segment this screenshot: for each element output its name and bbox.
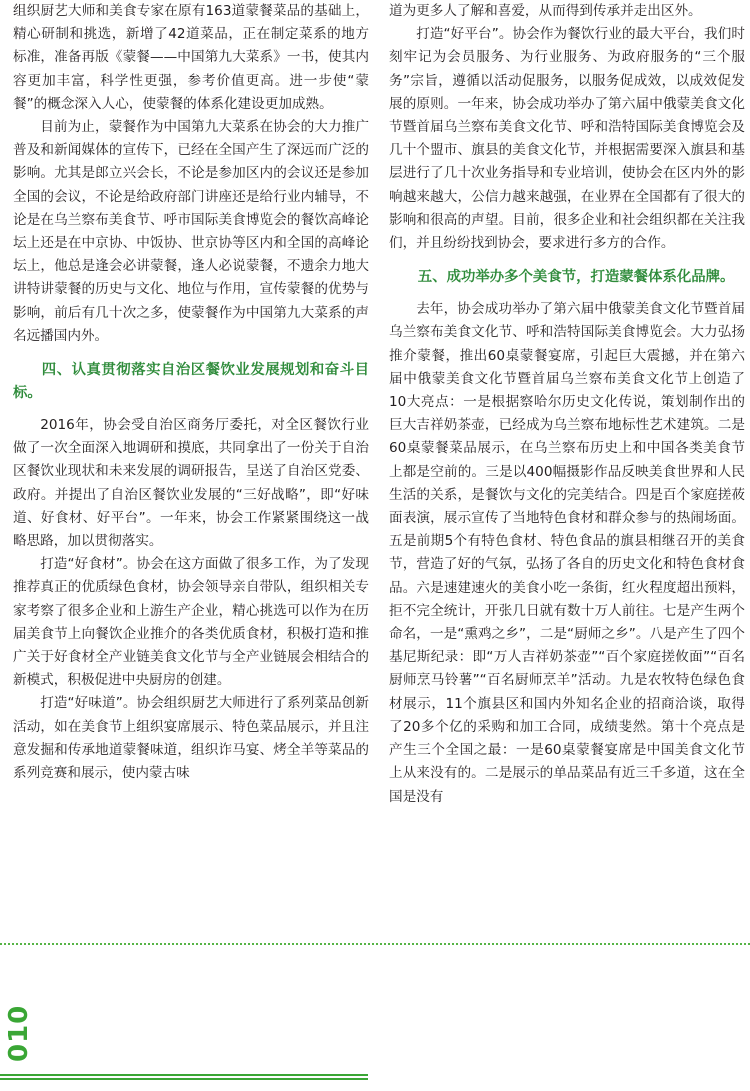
section-heading-5: 五、成功举办多个美食节，打造蒙餐体系化品牌。 (417, 268, 735, 286)
body-paragraph: 组织厨艺大师和美食专家在原有163道蒙餐菜品的基础上，精心研制和挑选，新增了42道菜品，正在制定菜系的地方标准，准备再版《蒙餐——中国第九大菜系》一书，使其内容更加丰富，科学性更强，参考价值更高。进一步使“蒙餐”的概念深入人心，使蒙餐的体系化建设更加成熟。 (13, 3, 369, 112)
body-paragraph: 道为更多人了解和喜爱，从而得到传承并走出区外。 (389, 3, 702, 19)
footer-rule-line (0, 1074, 368, 1076)
footer-rule-line (0, 1078, 368, 1080)
body-paragraph: 打造“好味道”。协会组织厨艺大师进行了系列菜品创新活动，如在美食节上组织宴席展示、特色菜品展示，并且注意发掘和传承地道蒙餐味道，组织诈马宴、烤全羊等菜品的系列竞赛和展示，使内蒙古味 (13, 695, 369, 782)
footer-rule (0, 1074, 368, 1080)
page-number: 010 (4, 1004, 34, 1062)
body-paragraph: 打造“好平台”。协会作为餐饮行业的最大平台，我们时刻牢记为会员服务、为行业服务、为政府服务的“三个服务”宗旨，遵循以活动促服务，以服务促成效，以成效促发展的原则。一年来，协会成功举办了第六届中俄蒙美食文化节暨首届乌兰察布美食文化节、呼和浩特国际美食博览会及几十个盟市、旗县的美食文化节，并根据需要深入旗县和基层进行了几十次业务指导和专业培训，使协会在区内外的影响越来越大，公信力越来越强，在业界在全国都有了很大的影响和很高的声望。目前，很多企业和社会组织都在关注我们，并且纷纷找到协会，要求进行多方的合作。 (389, 26, 745, 252)
body-paragraph: 2016年，协会受自治区商务厅委托，对全区餐饮行业做了一次全面深入地调研和摸底，共同拿出了一份关于自治区餐饮业现状和未来发展的调研报告，呈送了自治区党委、政府。并提出了自治区餐饮业发展的“三好战略”，即“好味道、好食材、好平台”。一年来，协会工作紧紧围绕这一战略思路，加以贯彻落实。 (13, 417, 369, 550)
section-heading-4: 四、认真贯彻落实自治区餐饮业发展规划和奋斗目标。 (13, 361, 369, 402)
body-paragraph: 打造“好食材”。协会在这方面做了很多工作，为了发现推荐真正的优质绿色食材，协会领导亲自带队，组织相关专家考察了很多企业和上游生产企业，精心挑选可以作为在历届美食节上向餐饮企业推介的各类优质食材，积极打造和推广关于好食材全产业链美食文化节与全产业链展会相结合的新模式，积极促进中央厨房的创建。 (13, 556, 369, 689)
body-paragraph: 去年，协会成功举办了第六届中俄蒙美食文化节暨首届乌兰察布美食文化节、呼和浩特国际美食博览会。大力弘扬推介蒙餐，推出60桌蒙餐宴席，引起巨大震撼，并在第六届中俄蒙美食文化节暨首届乌兰察布美食文化节上创造了10大亮点：一是根据察哈尔历史文化传说，策划制作出的巨大吉祥奶茶壶，已经成为乌兰察布地标性艺术建筑。二是60桌蒙餐菜品展示，在乌兰察布历史上和中国各类美食节上都是空前的。三是以400幅摄影作品反映美食世界和人民生活的关系，是餐饮与文化的完美结合。四是百个家庭搓莜面表演，展示宣传了当地特色食材和群众参与的热闹场面。五是前期5个有特色食材、特色食品的旗县相继召开的美食节，营造了好的气氛，弘扬了各自的历史文化和特色食材食品。六是速建速火的美食小吃一条街，红火程度超出预料，拒不完全统计，开张几日就有数十万人前往。七是产生两个命名，一是“熏鸡之乡”，二是“厨师之乡”。八是产生了四个基尼斯纪录：即“万人吉祥奶茶壶”“百个家庭搓攸面”“百名厨师烹马铃薯”“百名厨师烹羊”活动。九是农牧特色绿色食材展示，11个旗县区和国内外知名企业的招商洽谈，取得了20多个亿的采购和加工合同，成绩斐然。第十个亮点是产生三个全国之最：一是60桌蒙餐宴席是中国美食文化节上从来没有的。二是展示的单品菜品有近三千多道，这在全国是没有 (389, 301, 745, 805)
left-column (13, 0, 369, 785)
body-paragraph: 目前为止，蒙餐作为中国第九大菜系在协会的大力推广普及和新闻媒体的宣传下，已经在全国产生了深远而广泛的影响。尤其是郎立兴会长，不论是参加区内的会议还是参加全国的会议，不论是给政府部门讲座还是给行业内辅导，不论是在乌兰察布美食节、呼市国际美食博览会的餐饮高峰论坛上还是在中京协、中饭协、世京协等区内和全国的高峰论坛上，他总是逢会必讲蒙餐，逢人必说蒙餐，不遗余力地大讲特讲蒙餐的历史与文化、地位与作用，宣传蒙餐的优势与影响，前后有几十次之多，使蒙餐作为中国第九大菜系的声名远播国内外。 (13, 119, 369, 344)
dotted-divider (0, 943, 750, 945)
right-column (389, 0, 745, 809)
